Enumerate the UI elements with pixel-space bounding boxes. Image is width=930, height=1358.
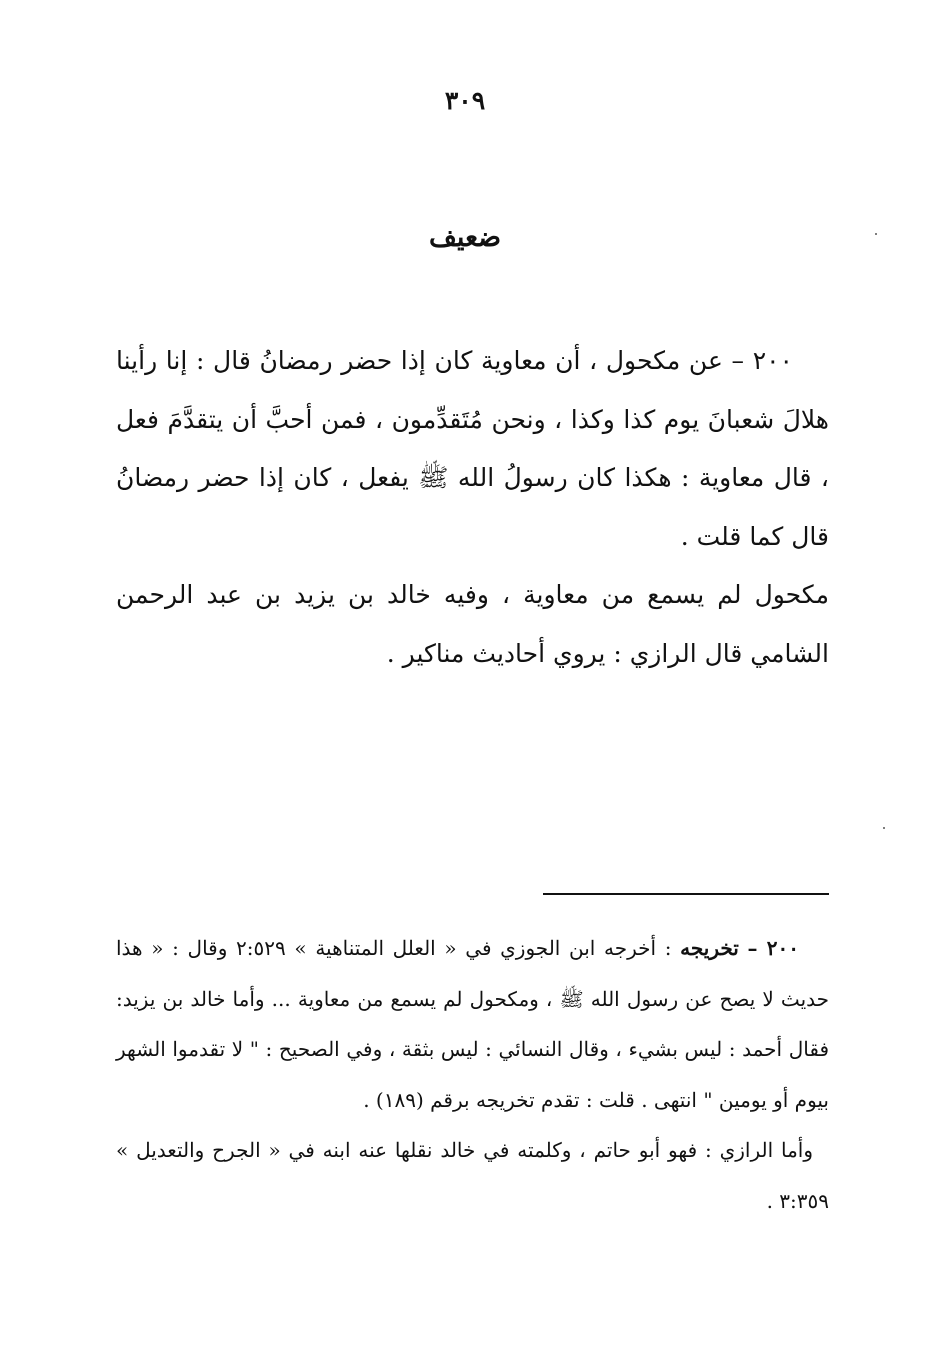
footnote-number: ٢٠٠ –	[747, 936, 799, 960]
footnote-label: تخريجه	[680, 936, 739, 960]
hadith-text: ٢٠٠ – عن مكحول ، أن معاوية كان إذا حضر رمضانُ قال : إنا رأينا هلالَ شعبانَ يوم كذا وكذا ، ونحن مُتَقدِّمون ، فمن أحبَّ أن يتقدَّمَ فعل ، قال معاوية : هكذا كان رسولُ الله ﷺ يفعل ، كان إذا حضر رمضانُ قال كما قلت .	[116, 346, 829, 551]
footnote-takhrij	[116, 923, 829, 1125]
scan-speck	[875, 233, 877, 235]
page-number: ٣٠٩	[444, 86, 486, 115]
hadith-commentary: مكحول لم يسمع من معاوية ، وفيه خالد بن يزيد بن عبد الرحمن الشامي قال الرازي : يروي أحاديث مناكير .	[116, 580, 829, 668]
section-title: ضعيف	[428, 222, 502, 253]
footnote-takhrij-text: : أخرجه ابن الجوزي في « العلل المتناهية » ٢:٥٢٩ وقال : « هذا حديث لا يصح عن رسول الله ﷺ ، ومكحول لم يسمع من معاوية ... وأما خالد بن يزيد: فقال أحمد : ليس بشيء ، وقال النسائي : ليس بثقة ، وفي الصحيح : " لا تقدموا الشهر بيوم أو يومين " انتهى . قلت : تقدم تخريجه برقم (١٨٩) .	[116, 936, 829, 1112]
footnote-divider	[543, 893, 829, 895]
hadith-body	[116, 332, 829, 683]
footnotes	[116, 923, 829, 1226]
scan-speck	[883, 827, 885, 829]
footnote-razi: وأما الرازي : فهو أبو حاتم ، وكلمته في خالد نقلها عنه ابنه في « الجرح والتعديل » ٣:٣٥٩ .	[116, 1138, 829, 1213]
